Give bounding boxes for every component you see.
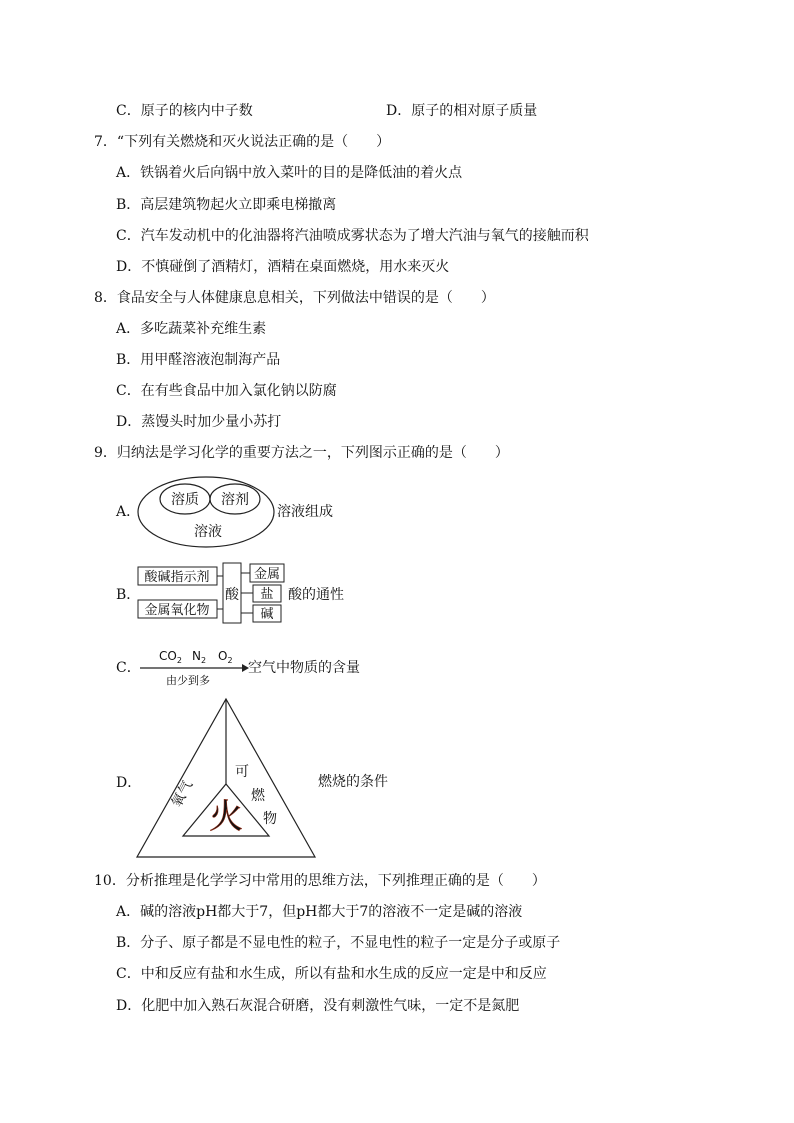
- q10-option-d: D．化肥中加入熟石灰混合研磨，没有刺激性气味，一定不是氮肥: [116, 998, 520, 1014]
- q7-stem: 7．“下列有关燃烧和灭火说法正确的是（ ）: [94, 134, 391, 150]
- q9-option-d-caption: 燃烧的条件: [318, 774, 388, 790]
- q9-option-c-figure: [138, 644, 250, 690]
- metal-label: 金属: [253, 567, 281, 582]
- q7-option-a: A．铁锅着火后向锅中放入菜叶的目的是降低油的着火点: [116, 165, 463, 181]
- q10-option-b: B．分子、原子都是不显电性的粒子，不显电性的粒子一定是分子或原子: [116, 935, 561, 951]
- metal-oxide-label: 金属氧化物: [144, 603, 210, 618]
- q6-option-d: D．原子的相对原子质量: [386, 103, 538, 119]
- q9-option-b-letter: B．: [116, 587, 141, 603]
- q9-option-b-caption: 酸的通性: [288, 587, 344, 603]
- combustible-label-2: 燃: [251, 788, 265, 804]
- q9-option-a-letter: A．: [116, 504, 141, 520]
- salt-label: 盐: [260, 587, 274, 602]
- q10-option-a: A．碱的溶液pH都大于7，但pH都大于7的溶液不一定是碱的溶液: [116, 904, 523, 920]
- q9-option-c-letter: C．: [116, 660, 141, 676]
- solvent-label: 溶剂: [221, 492, 249, 508]
- q8-option-c: C．在有些食品中加入氯化钠以防腐: [116, 383, 337, 399]
- q9-stem: 9．归纳法是学习化学的重要方法之一，下列图示正确的是（ ）: [94, 445, 509, 461]
- n2-formula: $N_2$: [192, 649, 207, 665]
- q9-option-a-caption: 溶液组成: [277, 504, 333, 520]
- q9-option-d-letter: D．: [116, 775, 142, 791]
- q9-option-b-figure: [136, 560, 288, 628]
- q9-option-a-figure: [136, 475, 276, 549]
- q8-option-b: B．用甲醛溶液泡制海产品: [116, 352, 281, 368]
- order-label: 由少到多: [166, 674, 210, 687]
- q7-option-c: C．汽车发动机中的化油器将汽油喷成雾状态为了增大汽油与氧气的接触而积: [116, 228, 589, 244]
- acid-label: 酸: [225, 587, 239, 603]
- oxygen-label: 氧气: [168, 778, 197, 811]
- q10-stem: 10．分析推理是化学学习中常用的思维方法，下列推理正确的是（ ）: [94, 873, 546, 889]
- q7-option-d: D．不慎碰倒了酒精灯，酒精在桌面燃烧，用水来灭火: [116, 259, 450, 275]
- solute-label: 溶质: [171, 492, 199, 508]
- indicator-label: 酸碱指示剂: [144, 570, 210, 585]
- q8-stem: 8．食品安全与人体健康息息相关，下列做法中错误的是（ ）: [94, 290, 495, 306]
- combustible-label-3: 物: [263, 811, 277, 827]
- q10-option-c: C．中和反应有盐和水生成，所以有盐和水生成的反应一定是中和反应: [116, 966, 547, 982]
- base-label: 碱: [260, 607, 274, 622]
- q9-option-c-caption: 空气中物质的含量: [248, 660, 360, 676]
- co2-formula: $CO_2$: [159, 649, 182, 665]
- combustible-label-1: 可: [235, 764, 249, 780]
- solution-label: 溶液: [194, 524, 222, 540]
- q9-option-d-figure: [134, 696, 318, 860]
- q8-option-d: D．蒸馒头时加少量小苏打: [116, 414, 282, 430]
- q8-option-a: A．多吃蔬菜补充维生素: [116, 321, 267, 337]
- fire-icon: 火: [209, 797, 243, 837]
- o2-formula: $O_2$: [218, 649, 233, 665]
- q6-option-c: C．原子的核内中子数: [116, 103, 253, 119]
- q7-option-b: B．高层建筑物起火立即乘电梯撤离: [116, 197, 337, 213]
